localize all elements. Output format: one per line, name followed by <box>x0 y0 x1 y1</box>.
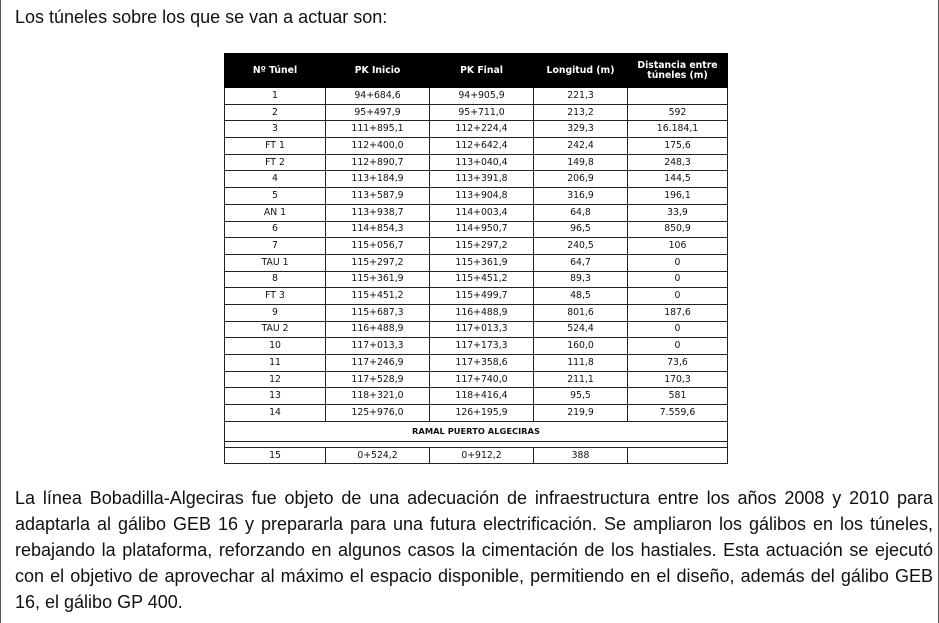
tunnel-number-cell: 11 <box>225 355 326 372</box>
distance-cell <box>628 447 728 464</box>
pk-start-cell: 117+246,9 <box>326 355 430 372</box>
length-cell: 388 <box>534 447 628 464</box>
table-row <box>225 104 728 121</box>
pk-end-cell: 115+499,7 <box>430 288 534 305</box>
pk-end-cell: 115+451,2 <box>430 271 534 288</box>
table-row <box>225 405 728 422</box>
distance-cell: 7.559,6 <box>628 405 728 422</box>
pk-end-cell: 117+013,3 <box>430 321 534 338</box>
length-cell: 316,9 <box>534 188 628 205</box>
table-header-row <box>225 54 728 88</box>
table-row <box>225 355 728 372</box>
length-cell: 211,1 <box>534 371 628 388</box>
pk-start-cell: 113+938,7 <box>326 204 430 221</box>
length-cell: 213,2 <box>534 104 628 121</box>
length-cell: 160,0 <box>534 338 628 355</box>
pk-start-cell: 114+854,3 <box>326 221 430 238</box>
tunnel-number-cell: 6 <box>225 221 326 238</box>
length-cell: 95,5 <box>534 388 628 405</box>
tunnel-number-cell: 3 <box>225 121 326 138</box>
length-cell: 149,8 <box>534 154 628 171</box>
table-row <box>225 254 728 271</box>
pk-end-cell: 116+488,9 <box>430 304 534 321</box>
length-cell: 240,5 <box>534 238 628 255</box>
pk-start-cell: 115+687,3 <box>326 304 430 321</box>
table-row <box>225 204 728 221</box>
length-cell: 89,3 <box>534 271 628 288</box>
pk-end-cell: 115+361,9 <box>430 254 534 271</box>
table-row <box>225 88 728 105</box>
length-cell: 801,6 <box>534 304 628 321</box>
table-row <box>225 238 728 255</box>
tunnel-number-cell: FT 2 <box>225 154 326 171</box>
distance-cell: 581 <box>628 388 728 405</box>
distance-cell: 187,6 <box>628 304 728 321</box>
table-row <box>225 304 728 321</box>
pk-start-cell: 112+400,0 <box>326 138 430 155</box>
distance-cell: 175,6 <box>628 138 728 155</box>
table-row <box>225 271 728 288</box>
length-cell: 64,8 <box>534 204 628 221</box>
length-cell: 329,3 <box>534 121 628 138</box>
pk-end-cell: 126+195,9 <box>430 405 534 422</box>
tunnel-number-cell: TAU 2 <box>225 321 326 338</box>
table-row <box>225 338 728 355</box>
length-cell: 206,9 <box>534 171 628 188</box>
length-cell: 524,4 <box>534 321 628 338</box>
tunnel-number-cell: 1 <box>225 88 326 105</box>
pk-start-cell: 113+587,9 <box>326 188 430 205</box>
pk-start-cell: 115+361,9 <box>326 271 430 288</box>
pk-end-cell: 95+711,0 <box>430 104 534 121</box>
tunnel-number-cell: 12 <box>225 371 326 388</box>
section-row <box>225 421 728 441</box>
tunnel-number-cell: 7 <box>225 238 326 255</box>
tunnel-number-cell: 4 <box>225 171 326 188</box>
section-title: RAMAL PUERTO ALGECIRAS <box>225 421 728 441</box>
pk-start-cell: 112+890,7 <box>326 154 430 171</box>
tunnel-number-cell: AN 1 <box>225 204 326 221</box>
pk-start-cell: 95+497,9 <box>326 104 430 121</box>
pk-end-cell: 117+173,3 <box>430 338 534 355</box>
pk-end-cell: 118+416,4 <box>430 388 534 405</box>
header-distance: Distancia entre túneles (m) <box>628 54 728 88</box>
table-row <box>225 121 728 138</box>
distance-cell: 592 <box>628 104 728 121</box>
pk-end-cell: 112+224,4 <box>430 121 534 138</box>
distance-cell: 73,6 <box>628 355 728 372</box>
pk-start-cell: 115+297,2 <box>326 254 430 271</box>
tunnel-number-cell: TAU 1 <box>225 254 326 271</box>
pk-start-cell: 125+976,0 <box>326 405 430 422</box>
table-row <box>225 321 728 338</box>
distance-cell: 0 <box>628 254 728 271</box>
distance-cell: 0 <box>628 338 728 355</box>
tunnel-number-cell: 2 <box>225 104 326 121</box>
length-cell: 64,7 <box>534 254 628 271</box>
table-row <box>225 447 728 464</box>
pk-end-cell: 117+740,0 <box>430 371 534 388</box>
tunnel-number-cell: 13 <box>225 388 326 405</box>
page-border-left <box>0 0 1 623</box>
pk-start-cell: 118+321,0 <box>326 388 430 405</box>
intro-text: Los túneles sobre los que se van a actuar son: <box>15 7 388 27</box>
pk-start-cell: 94+684,6 <box>326 88 430 105</box>
pk-start-cell: 117+528,9 <box>326 371 430 388</box>
pk-end-cell: 117+358,6 <box>430 355 534 372</box>
pk-end-cell: 115+297,2 <box>430 238 534 255</box>
header-pk-start: PK Inicio <box>326 54 430 88</box>
header-tunnel-number: Nº Túnel <box>225 54 326 88</box>
pk-start-cell: 113+184,9 <box>326 171 430 188</box>
distance-cell: 196,1 <box>628 188 728 205</box>
table-row <box>225 171 728 188</box>
pk-end-cell: 113+391,8 <box>430 171 534 188</box>
length-cell: 111,8 <box>534 355 628 372</box>
distance-cell: 106 <box>628 238 728 255</box>
distance-cell: 33,9 <box>628 204 728 221</box>
table-row <box>225 288 728 305</box>
pk-end-cell: 114+003,4 <box>430 204 534 221</box>
pk-end-cell: 94+905,9 <box>430 88 534 105</box>
pk-start-cell: 117+013,3 <box>326 338 430 355</box>
distance-cell: 170,3 <box>628 371 728 388</box>
pk-end-cell: 114+950,7 <box>430 221 534 238</box>
table-row <box>225 154 728 171</box>
tunnel-number-cell: 8 <box>225 271 326 288</box>
description-paragraph: La línea Bobadilla-Algeciras fue objeto de una adecuación de infraestructura entre los años 2008 y 2010 para adaptarla al gálibo GEB 16 y prepararla para una futura electrificación. Se ampliaron los gálibos en los túneles, rebajando la plataforma, reforzando en algunos casos la cimentación de los hastiales. Esta actuación se ejecutó con el objetivo de aprovechar al máximo el espacio disponible, permitiendo en el diseño, además del gálibo GEB 16, el gálibo GP 400. <box>15 488 933 612</box>
tunnel-number-cell: 15 <box>225 447 326 464</box>
distance-cell: 248,3 <box>628 154 728 171</box>
pk-start-cell: 116+488,9 <box>326 321 430 338</box>
pk-start-cell: 115+451,2 <box>326 288 430 305</box>
distance-cell: 0 <box>628 321 728 338</box>
tunnel-number-cell: FT 1 <box>225 138 326 155</box>
distance-cell: 850,9 <box>628 221 728 238</box>
table-row <box>225 388 728 405</box>
tunnel-number-cell: 14 <box>225 405 326 422</box>
distance-cell: 144,5 <box>628 171 728 188</box>
length-cell: 221,3 <box>534 88 628 105</box>
pk-end-cell: 113+040,4 <box>430 154 534 171</box>
pk-end-cell: 113+904,8 <box>430 188 534 205</box>
distance-cell <box>628 88 728 105</box>
tunnel-number-cell: FT 3 <box>225 288 326 305</box>
length-cell: 242,4 <box>534 138 628 155</box>
tunnel-number-cell: 10 <box>225 338 326 355</box>
length-cell: 96,5 <box>534 221 628 238</box>
distance-cell: 0 <box>628 271 728 288</box>
pk-start-cell: 115+056,7 <box>326 238 430 255</box>
table-row <box>225 371 728 388</box>
table-row <box>225 188 728 205</box>
distance-cell: 0 <box>628 288 728 305</box>
pk-start-cell: 0+524,2 <box>326 447 430 464</box>
table-row <box>225 221 728 238</box>
pk-start-cell: 111+895,1 <box>326 121 430 138</box>
pk-end-cell: 112+642,4 <box>430 138 534 155</box>
length-cell: 219,9 <box>534 405 628 422</box>
pk-end-cell: 0+912,2 <box>430 447 534 464</box>
distance-cell: 16.184,1 <box>628 121 728 138</box>
header-pk-end: PK Final <box>430 54 534 88</box>
length-cell: 48,5 <box>534 288 628 305</box>
table-row <box>225 138 728 155</box>
tunnel-number-cell: 9 <box>225 304 326 321</box>
header-length: Longitud (m) <box>534 54 628 88</box>
tunnel-number-cell: 5 <box>225 188 326 205</box>
tunnels-table <box>224 53 728 464</box>
